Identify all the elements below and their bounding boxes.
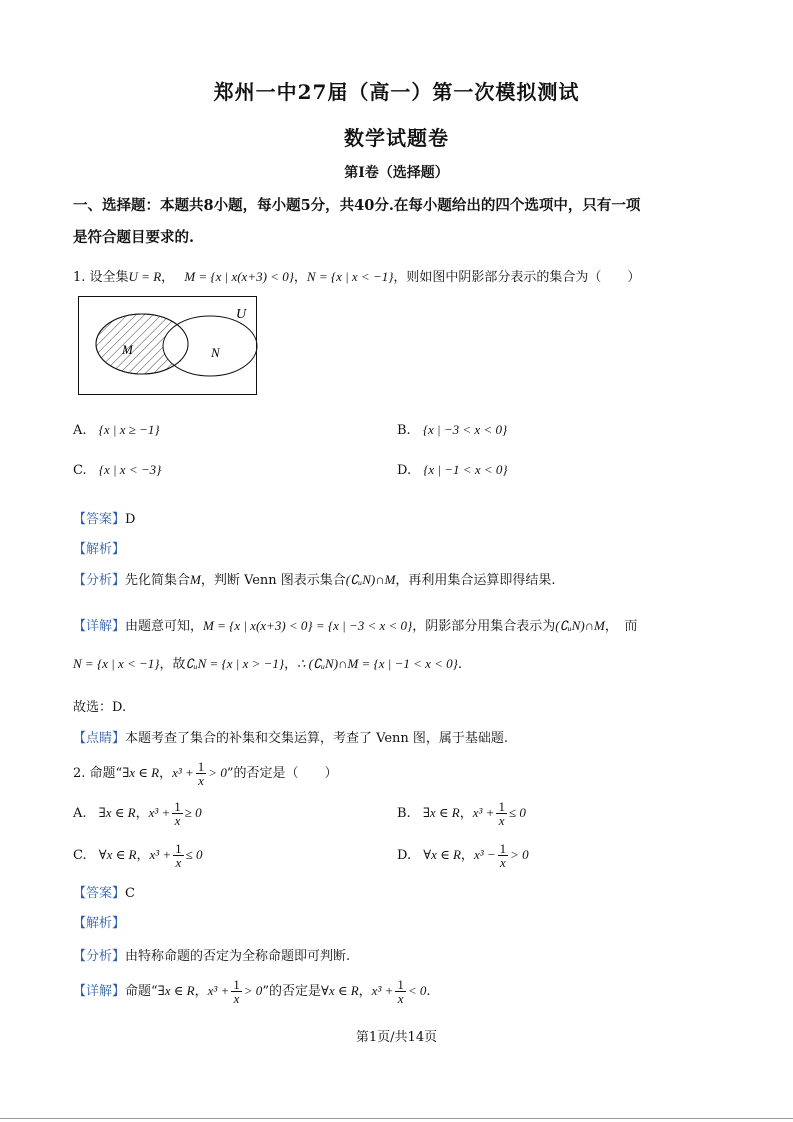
q2-xj-num2: 1 (397, 977, 404, 992)
q2-xj-text-b: ”的否定是 (262, 984, 321, 999)
q1-analysis-tag: 【解析】 (73, 542, 126, 557)
q2-option-b-frac (496, 800, 507, 827)
q2-fenxi-text: 由特称命题的否定为全称命题即可判断. (125, 949, 351, 964)
volume-heading: 第I卷（选择题） (344, 165, 449, 181)
q1-xiangjie-tag: 【详解】 (73, 619, 126, 634)
q2-option-d-den: x (500, 855, 506, 870)
q1-dianjing-tag: 【点睛】 (73, 731, 126, 746)
q2-option-d-num: 1 (499, 841, 507, 856)
q1-fenxi-text-a: 先化简集合 (125, 573, 191, 588)
q1-xj-text-c: ， 而 (604, 619, 638, 634)
q2-frac-num: 1 (197, 759, 205, 774)
bottom-divider (0, 1118, 793, 1119)
q2-option-b-label: B. (397, 806, 411, 821)
q1-answer-tag: 【答案】 (73, 512, 126, 527)
venn-svg (78, 296, 258, 396)
q1-option-c-label: C. (73, 463, 87, 478)
q1-sep: ， (161, 270, 175, 285)
q1-option-c (73, 462, 161, 478)
q1-answer (73, 508, 135, 527)
q2-option-a-rhs: ≥ 0 (184, 805, 202, 820)
q2-option-d-quant: ∀x ∈ R (423, 847, 461, 862)
q1-xj-text-a: 由题意可知， (125, 619, 204, 634)
q1-xj-text-b: ，阴影部分用集合表示为 (412, 619, 556, 634)
q2-xj-text-a: 命题“ (125, 984, 158, 999)
q2-question: ”的否定是（ ） (226, 766, 338, 781)
q2-xj-forall: ∀x ∈ R (320, 983, 359, 998)
section-heading-line1: 一、选择题：本题共8小题，每小题5分，共40分.在每小题给出的四个选项中，只有一项 (73, 197, 641, 214)
q1-answer-value: D (125, 512, 136, 527)
q2-option-b: B. ∃x ∈ R，x³ + $\frac{1}{x}$ ≤ 0 (397, 799, 526, 828)
q1-option-d (397, 462, 508, 478)
q2-xj-lhs: x³ + (207, 983, 230, 998)
q1-fenxi-m: M (190, 572, 201, 587)
q1-xj2-text-b: ， (284, 657, 298, 672)
q2-option-d: D. ∀x ∈ R，x³ − $\frac{1}{x}$ > 0 (397, 841, 529, 870)
page-footer: 第1页/共14页 (355, 1030, 438, 1045)
q2-xj-frac (231, 978, 242, 1005)
q2-quantifier: ∃x ∈ R (122, 765, 160, 780)
q2-option-a-frac (172, 800, 183, 827)
exam-title: 郑州一中27届（高一）第一次模拟测试 (213, 80, 580, 104)
q2-option-d-label: D. (397, 848, 412, 863)
q2-xiangjie-tag: 【详解】 (73, 984, 126, 999)
q1-stem (73, 266, 640, 285)
q2-option-a-label: A. (73, 806, 87, 821)
q1-option-c-text: {x | x < −3} (98, 462, 162, 477)
q2-xj-exists: ∃x ∈ R (157, 983, 195, 998)
q2-fenxi-tag: 【分析】 (73, 949, 126, 964)
q1-fenxi-text-b: ，判断 Venn 图表示集合 (200, 573, 346, 588)
q2-xj-den: x (233, 991, 240, 1006)
q1-question: ，则如图中阴影部分表示的集合为（ ） (393, 270, 641, 285)
q1-xj-m: M = {x | x(x+3) < 0} = {x | −3 < x < 0} (203, 618, 413, 633)
q2-option-a-den: x (174, 813, 181, 828)
q2-stem (73, 760, 337, 787)
exam-subtitle: 数学试题卷 (344, 126, 449, 150)
q1-universal-set: U = R (128, 269, 162, 284)
q1-option-d-text: {x | −1 < x < 0} (423, 462, 508, 477)
q1-option-b-text: {x | −3 < x < 0} (422, 422, 508, 437)
q1-option-a-label: A. (73, 423, 87, 438)
q2-option-b-quant: ∃x ∈ R (422, 805, 460, 820)
venn-label-n: N (211, 345, 220, 360)
q1-option-d-label: D. (397, 463, 412, 478)
q1-conclusion: 故选：D. (73, 700, 127, 715)
q2-fraction (196, 760, 207, 787)
venn-label-u: U (236, 307, 247, 322)
q2-option-c-lhs: x³ + (149, 847, 172, 862)
q2-analysis-tag: 【解析】 (73, 916, 126, 931)
q2-xj-num: 1 (233, 977, 240, 992)
q1-dianjing-text: 本题考查了集合的补集和交集运算，考查了 Venn 图，属于基础题. (125, 731, 509, 746)
q2-option-a-num: 1 (174, 799, 181, 814)
q1-option-b (397, 422, 507, 438)
q2-xj-rhs: > 0 (243, 983, 263, 998)
q2-fenxi (73, 945, 350, 964)
q1-option-a-text: {x | x ≥ −1} (98, 422, 160, 437)
q2-answer (73, 882, 135, 901)
q2-xiangjie: 【详解】命题“∃x ∈ R，x³ + $\frac{1}{x}$ > 0”的否定是∀x ∈ R，x³ + $\frac{1}{x}$ < 0. (73, 977, 431, 1006)
q2-cond-lhs: x³ + (172, 765, 194, 780)
q2-xj-text-c: . (426, 984, 431, 999)
q2-xj-frac2 (395, 978, 406, 1005)
q2-option-b-den: x (498, 813, 505, 828)
q2-xj-lhs2: x³ + (371, 983, 394, 998)
venn-diagram (78, 296, 258, 400)
q2-option-c-quant: ∀x ∈ R (98, 847, 137, 862)
q1-fenxi-expr: (∁ᵤN)∩M (345, 572, 396, 587)
q1-number: 1. 设全集 (73, 270, 129, 285)
q2-option-a: A. ∃x ∈ R，x³ + $\frac{1}{x}$ ≥ 0 (73, 799, 202, 828)
q2-cond-rhs: > 0 (208, 765, 227, 780)
q2-answer-tag: 【答案】 (73, 886, 126, 901)
q2-option-d-frac (498, 842, 509, 869)
q1-option-b-label: B. (397, 423, 411, 438)
q2-frac-den: x (198, 773, 204, 788)
q1-xj2-n: N = {x | x < −1} (73, 656, 160, 671)
q2-option-c-label: C. (73, 848, 87, 863)
q2-xj-den2: x (397, 991, 404, 1006)
q2-option-b-rhs: ≤ 0 (508, 805, 526, 820)
q2-option-b-lhs: x³ + (472, 805, 495, 820)
q1-xj2-complement: ∁ᵤN = {x | x > −1} (185, 656, 285, 671)
q1-xj2-text-a: ，故 (159, 657, 186, 672)
q2-option-c-num: 1 (175, 841, 182, 856)
q1-fenxi-tag: 【分析】 (73, 573, 126, 588)
q2-number: 2. 命题“ (73, 766, 123, 781)
q1-comma: ， (293, 270, 307, 285)
q2-option-c-frac (173, 842, 184, 869)
q1-set-n: N = {x | x < −1} (306, 269, 394, 284)
q2-option-a-quant: ∃x ∈ R (98, 805, 136, 820)
q2-xj-rhs2: < 0 (407, 983, 427, 998)
q1-set-m: M = {x | x(x+3) < 0} (184, 269, 294, 284)
q2-option-c: C. ∀x ∈ R，x³ + $\frac{1}{x}$ ≤ 0 (73, 841, 203, 870)
q2-option-d-lhs: x³ − (473, 847, 496, 862)
q1-xiangjie-line2 (73, 653, 462, 672)
q2-option-c-rhs: ≤ 0 (185, 847, 203, 862)
q1-xj-expr: (∁ᵤN)∩M (555, 618, 605, 633)
q2-answer-value: C (125, 886, 135, 901)
q1-xj2-text-c: . (457, 657, 463, 672)
q1-fenxi (73, 569, 556, 588)
q2-option-b-num: 1 (498, 799, 505, 814)
q1-xj2-result: ∴ (∁ᵤN)∩M = {x | −1 < x < 0} (297, 656, 458, 671)
q2-comma: ， (159, 766, 173, 781)
section-heading-line2: 是符合题目要求的. (73, 229, 195, 246)
venn-label-m: M (122, 342, 133, 357)
q1-xiangjie-line1 (73, 615, 637, 634)
q2-option-a-lhs: x³ + (148, 805, 171, 820)
q1-dianjing (73, 727, 508, 746)
q2-option-c-den: x (175, 855, 182, 870)
q1-fenxi-text-c: ，再利用集合运算即得结果. (395, 573, 556, 588)
q1-option-a (73, 422, 160, 438)
q2-option-d-rhs: > 0 (510, 847, 529, 862)
